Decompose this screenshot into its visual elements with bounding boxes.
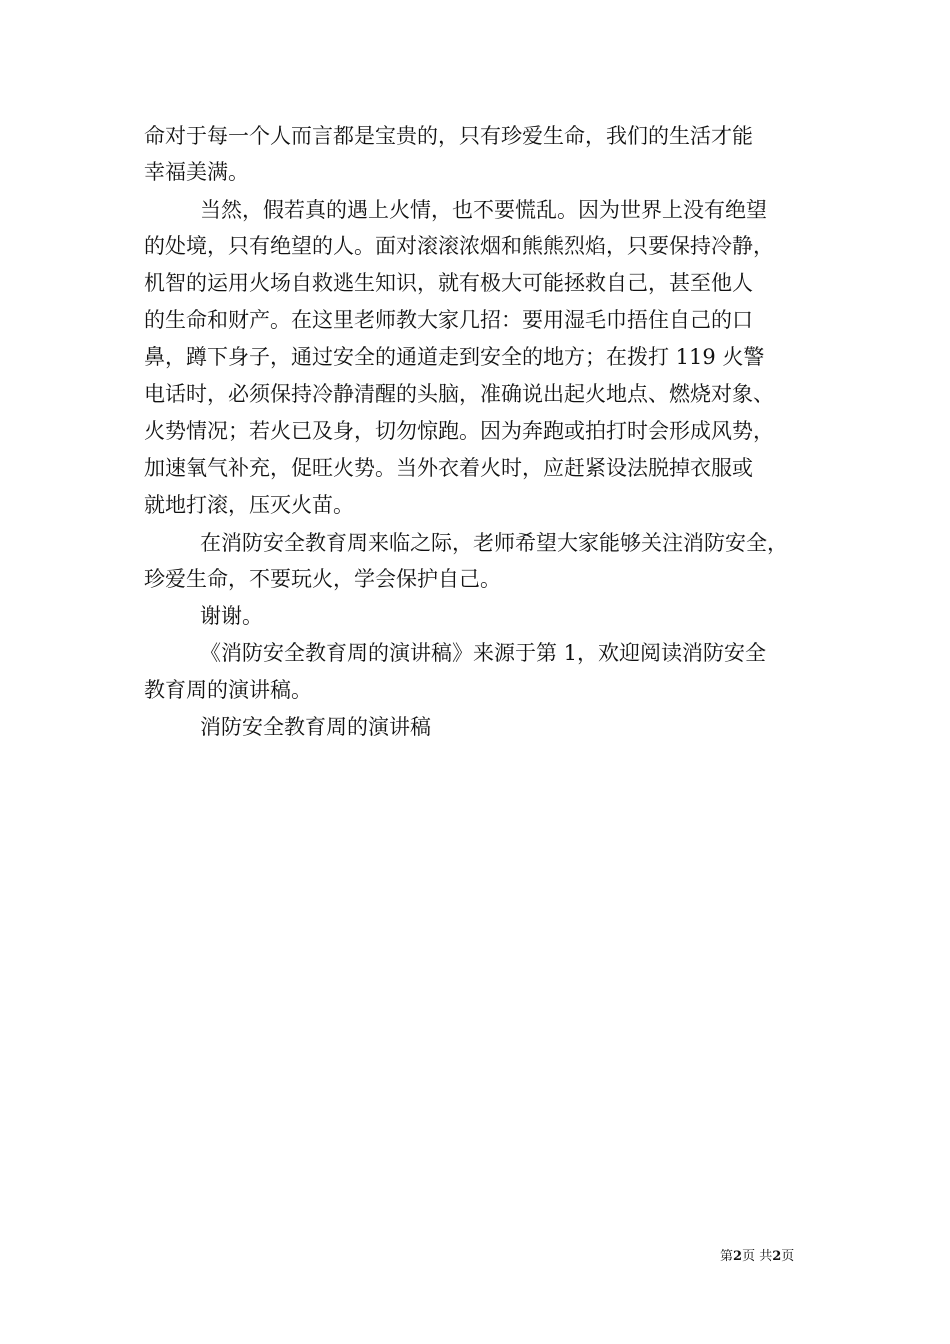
paragraph-line: 加速氧气补充，促旺火势。当外衣着火时，应赶紧设法脱掉衣服或: [144, 456, 753, 480]
paragraph-line: 在消防安全教育周来临之际，老师希望大家能够关注消防安全，: [200, 531, 788, 555]
paragraph-line: 的生命和财产。在这里老师教大家几招：要用湿毛巾捂住自己的口: [144, 308, 753, 332]
paragraph-line: 鼻，蹲下身子，通过安全的通道走到安全的地方；在拨打 119 火警: [144, 345, 765, 369]
page-footer: [720, 1249, 794, 1265]
footer-total-pages: 2: [772, 1249, 782, 1264]
paragraph-line: 火势情况；若火已及身，切勿惊跑。因为奔跑或拍打时会形成风势，: [144, 419, 774, 443]
footer-prefix: 第: [720, 1249, 734, 1264]
footer-suffix: 页: [781, 1249, 795, 1264]
footer-current-page: 2: [733, 1249, 743, 1264]
paragraph-line: 就地打滚，压灭火苗。: [144, 493, 354, 517]
paragraph-line: 教育周的演讲稿。: [144, 678, 312, 702]
footer-middle: 页 共: [742, 1249, 773, 1264]
paragraph-line: 当然，假若真的遇上火情，也不要慌乱。因为世界上没有绝望: [200, 198, 767, 222]
paragraph-line: 消防安全教育周的演讲稿: [200, 715, 431, 739]
paragraph-line: 谢谢。: [200, 604, 263, 628]
paragraph-line: 命对于每一个人而言都是宝贵的，只有珍爱生命，我们的生活才能: [144, 124, 753, 148]
paragraph-line: 珍爱生命，不要玩火，学会保护自己。: [144, 567, 501, 591]
paragraph-line: 幸福美满。: [144, 160, 249, 184]
paragraph-line: 电话时，必须保持冷静清醒的头脑，准确说出起火地点、燃烧对象、: [144, 382, 774, 406]
paragraph-line: 《消防安全教育周的演讲稿》来源于第 1，欢迎阅读消防安全: [200, 641, 767, 665]
paragraph-line: 的处境，只有绝望的人。面对滚滚浓烟和熊熊烈焰，只要保持冷静，: [144, 234, 774, 258]
paragraph-line: 机智的运用火场自救逃生知识，就有极大可能拯救自己，甚至他人: [144, 271, 753, 295]
